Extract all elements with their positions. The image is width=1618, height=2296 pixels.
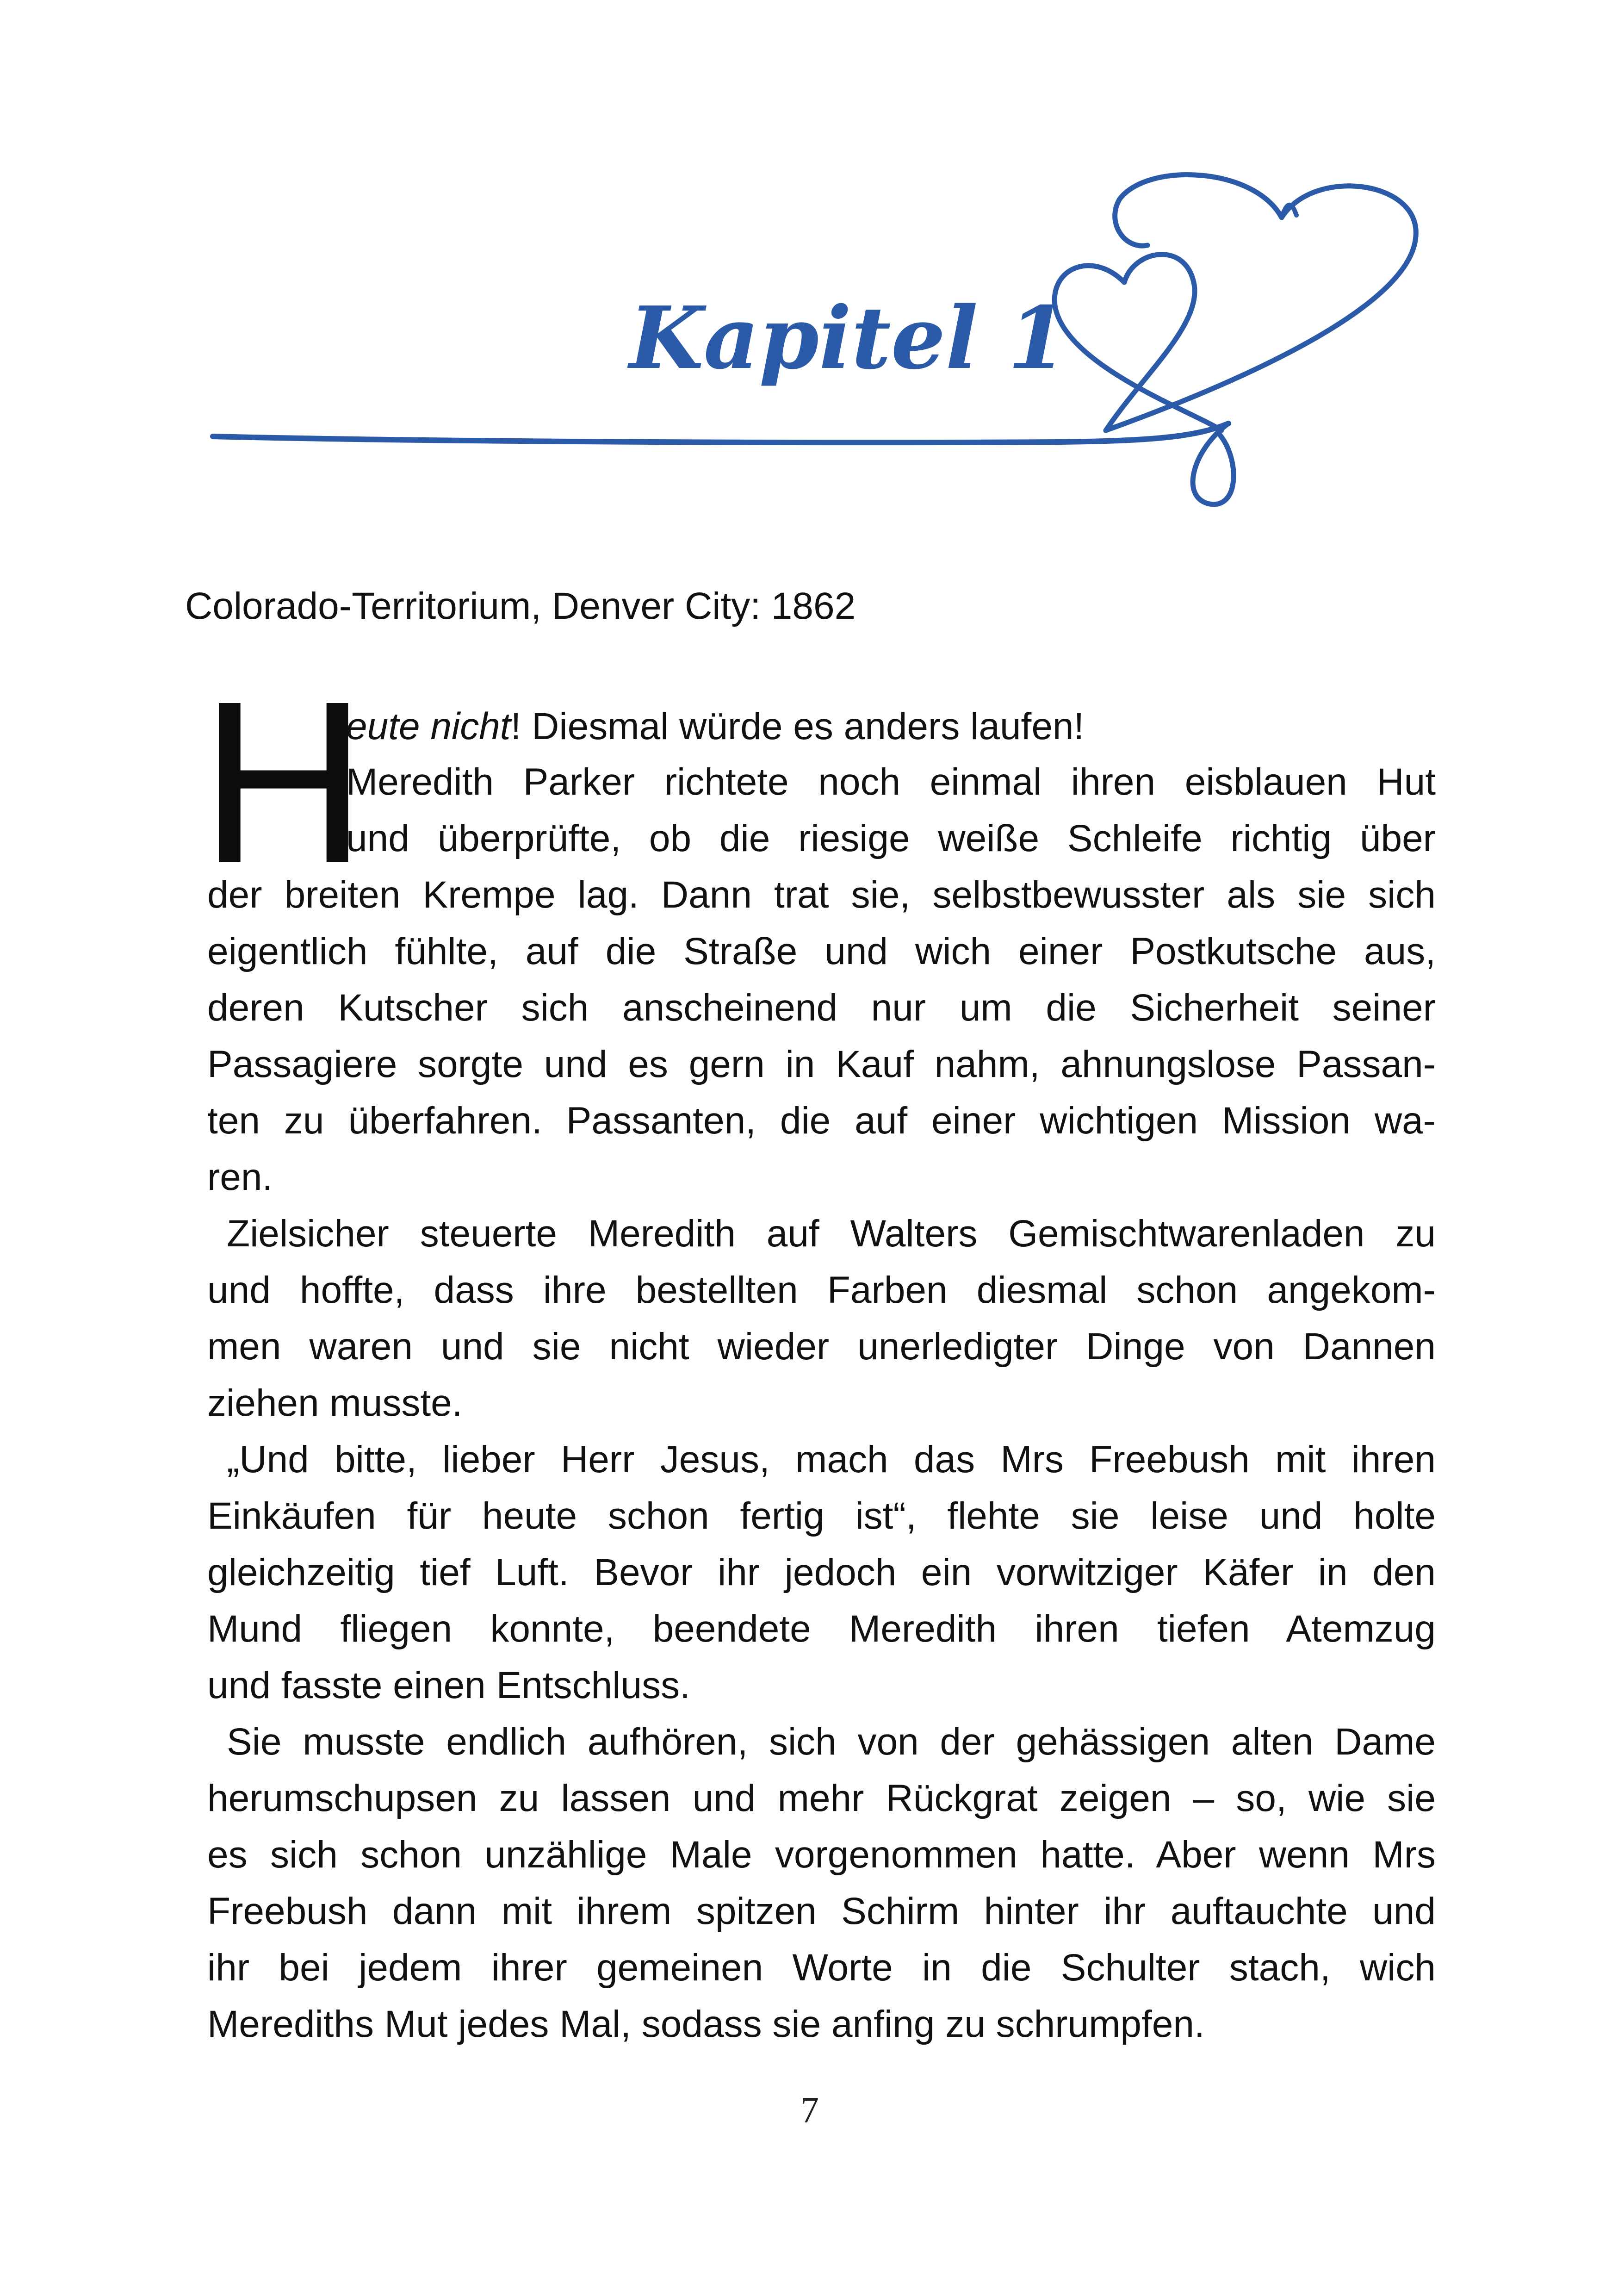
text-line: Sie musste endlich aufhören, sich von der gehässigen alten Dame (227, 1721, 1436, 1763)
text-line: ren. (207, 1156, 273, 1198)
text-line: ten zu überfahren. Passanten, die auf einer wichtigen Mission wa- (207, 1100, 1436, 1142)
text-line: „Und bitte, lieber Herr Jesus, mach das Mrs Freebush mit ihren (227, 1438, 1436, 1481)
text-line: der breiten Krempe lag. Dann trat sie, selbstbewusster als sie sich (207, 874, 1436, 916)
page-number: 7 (800, 2090, 819, 2131)
text-line: es sich schon unzählige Male vorgenommen hatte. Aber wenn Mrs (207, 1834, 1436, 1876)
text-line: Mund fliegen konnte, beendete Meredith ihren tiefen Atemzug (207, 1608, 1436, 1650)
text-span: ! Diesmal würde es anders laufen! (510, 705, 1085, 747)
text-line: Zielsicher steuerte Meredith auf Walters Gemischtwarenladen zu (227, 1213, 1436, 1255)
text-line: Einkäufen für heute schon fertig ist“, flehte sie leise und holte (207, 1495, 1436, 1537)
text-line: und fasste einen Entschluss. (207, 1664, 690, 1706)
text-line: Merediths Mut jedes Mal, sodass sie anfing zu schrumpfen. (207, 2003, 1205, 2045)
text-line: herumschupsen zu lassen und mehr Rückgrat zeigen – so, wie sie (207, 1777, 1436, 1819)
flourish-loop (1193, 423, 1234, 504)
text-line: eigentlich fühlte, auf die Straße und wich einer Postkutsche aus, (207, 930, 1436, 972)
text-line: deren Kutscher sich anscheinend nur um die Sicherheit seiner (207, 987, 1436, 1029)
text-line: ihr bei jedem ihrer gemeinen Worte in die Schulter stach, wich (207, 1947, 1436, 1989)
text-line: und hoffte, dass ihre bestellten Farben diesmal schon angekom- (207, 1269, 1436, 1311)
small-heart (1054, 255, 1221, 430)
text-line: Freebush dann mit ihrem spitzen Schirm hinter ihr auftauchte und (207, 1890, 1436, 1932)
italic-phrase: eute nicht (346, 705, 511, 747)
text-line: Meredith Parker richtete noch einmal ihren eisblauen Hut (346, 761, 1436, 803)
text-line: gleichzeitig tief Luft. Bevor ihr jedoch ein vorwitziger Käfer in den (207, 1551, 1436, 1593)
flourish-line (213, 423, 1228, 442)
text-line: und überprüfte, ob die riesige weiße Schleife richtig über (346, 817, 1436, 859)
chapter-title: Kapitel 1 (629, 287, 1067, 388)
text-line: men waren und sie nicht wieder unerledigter Dinge von Dannen (207, 1325, 1436, 1368)
text-line (346, 699, 1084, 754)
text-line: Passagiere sorgte und es gern in Kauf nahm, ahnungslose Passan- (207, 1043, 1436, 1085)
large-heart (1106, 175, 1416, 430)
drop-cap: H (200, 653, 367, 911)
location-line: Colorado-Territorium, Denver City: 1862 (185, 585, 856, 627)
text-line: ziehen musste. (207, 1382, 463, 1424)
